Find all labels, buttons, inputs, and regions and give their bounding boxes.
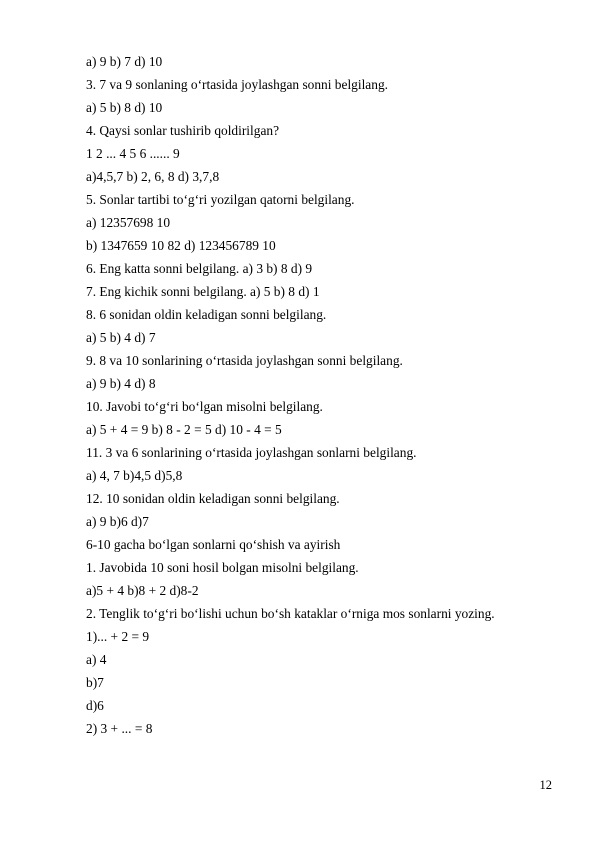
text-line: 11. 3 va 6 sonlarining o‘rtasida joylashgan sonlarni belgilang.: [86, 445, 417, 460]
text-line: a) 4: [86, 652, 107, 667]
text-line: a) 4, 7 b)4,5 d)5,8: [86, 468, 183, 483]
text-line: 9. 8 va 10 sonlarining o‘rtasida joylashgan sonni belgilang.: [86, 353, 403, 368]
text-line: 1 2 ... 4 5 6 ...... 9: [86, 146, 180, 161]
text-line: a) 5 b) 4 d) 7: [86, 330, 156, 345]
text-line: 12. 10 sonidan oldin keladigan sonni belgilang.: [86, 491, 340, 506]
text-line: 1)... + 2 = 9: [86, 629, 150, 644]
text-line: a) 9 b) 4 d) 8: [86, 376, 156, 391]
text-line: 3. 7 va 9 sonlaning o‘rtasida joylashgan sonni belgilang.: [86, 77, 388, 92]
text-line: a) 9 b)6 d)7: [86, 514, 149, 529]
text-body: [86, 50, 556, 740]
text-line: a) 9 b) 7 d) 10: [86, 54, 163, 69]
section-heading: 6-10 gacha bo‘lgan sonlarni qo‘shish va ayirish: [86, 537, 341, 552]
text-line: b) 1347659 10 82 d) 123456789 10: [86, 238, 276, 253]
text-line: 8. 6 sonidan oldin keladigan sonni belgilang.: [86, 307, 327, 322]
text-line: 5. Sonlar tartibi to‘g‘ri yozilgan qatorni belgilang.: [86, 192, 355, 207]
text-line: a)4,5,7 b) 2, 6, 8 d) 3,7,8: [86, 169, 220, 184]
text-line: 7. Eng kichik sonni belgilang. a) 5 b) 8 d) 1: [86, 284, 320, 299]
text-line: 2) 3 + ... = 8: [86, 721, 153, 736]
text-line: 2. Tenglik to‘g‘ri bo‘lishi uchun bo‘sh kataklar o‘rniga mos sonlarni yozing.: [86, 606, 495, 621]
text-line: 10. Javobi to‘g‘ri bo‘lgan misolni belgilang.: [86, 399, 323, 414]
text-line: a)5 + 4 b)8 + 2 d)8-2: [86, 583, 199, 598]
text-line: a) 5 b) 8 d) 10: [86, 100, 163, 115]
text-line: d)6: [86, 698, 104, 713]
text-line: a) 12357698 10: [86, 215, 171, 230]
text-line: 6. Eng katta sonni belgilang. a) 3 b) 8 d) 9: [86, 261, 313, 276]
text-line: a) 5 + 4 = 9 b) 8 - 2 = 5 d) 10 - 4 = 5: [86, 422, 282, 437]
text-line: b)7: [86, 675, 104, 690]
text-line: 4. Qaysi sonlar tushirib qoldirilgan?: [86, 123, 280, 138]
text-line: 1. Javobida 10 soni hosil bolgan misolni belgilang.: [86, 560, 359, 575]
page-number: 12: [539, 778, 552, 792]
